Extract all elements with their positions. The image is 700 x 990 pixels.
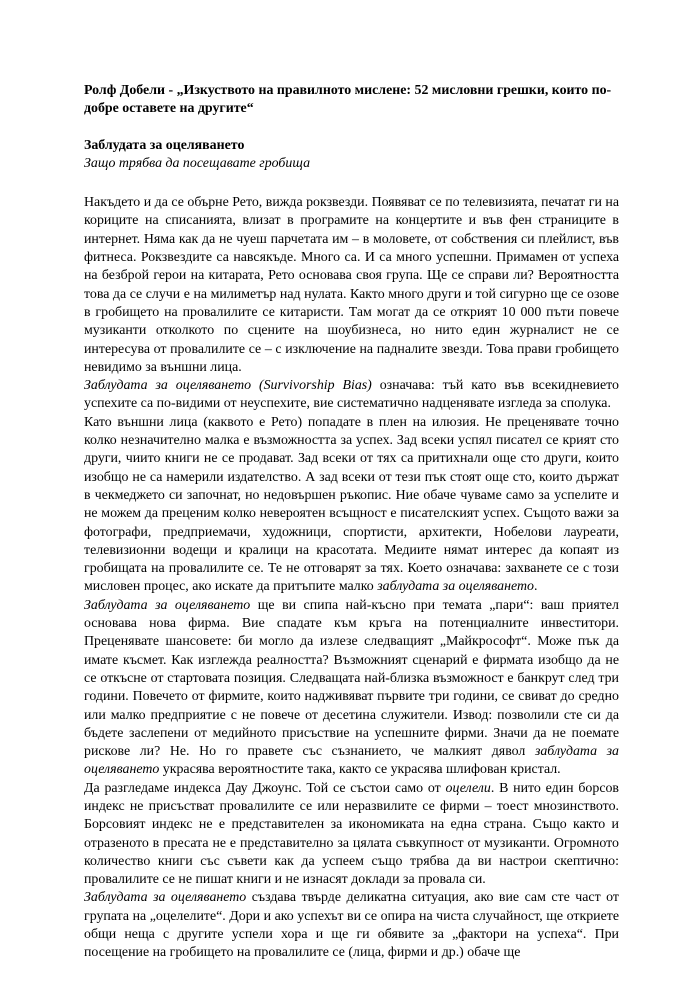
document-title: Ролф Добели - „Изкуството на правилното мислене: 52 мисловни грешки, които по-добре оставете на другите“ (84, 83, 612, 117)
text-run: Да разгледаме индекса Дау Джоунс. Той се състои само от (84, 780, 446, 796)
section-subtitle: Защо трябва да посещавате гробища (84, 155, 311, 171)
paragraph (84, 780, 619, 890)
italic-term: оцелели (445, 780, 491, 796)
text-run: означава: тъй като във всекидневието успехите са по-видими от неуспехите, вие систематично надценявате изгледа за сполука. (84, 378, 619, 412)
text-run: . В нито един борсов индекс не присъстват провалилите се или неразвилите се фирми – тоест мнозинството. Борсовият индекс не е представителен за икономиката на една страна. Също както и отразеното в пресата не е представително за цялата съвкупност от музиканти. Огромното количество книги със съвети как да успеем също трябва да ви настрои скептично: провалилите се не пишат книги и не изнасят доклади за провала си. (84, 780, 619, 888)
italic-term: заблудата за оцеляването (377, 579, 534, 595)
text-run: украсява вероятностите така, както се украсява шлифован кристал. (159, 762, 561, 778)
paragraph (84, 194, 619, 377)
section-title: Заблудата за оцеляването (84, 137, 245, 153)
paragraph (84, 414, 619, 597)
italic-term: Заблудата за оцеляването (84, 597, 251, 613)
italic-term: Заблудата за оцеляването (Survivorship Bias) (84, 378, 372, 394)
text-run: . (533, 579, 538, 595)
text-run: създава твърде деликатна ситуация, ако вие сам сте част от групата на „оцелелите“. Дори и ако успехът ви се опира на чиста случайност, ще откриете общи неща с другите успели хора и ще ги обявите за „фактори на успеха“. При посещение на гробището на провалилите се (лица, фирми и др.) обаче ще (84, 890, 619, 961)
italic-term: заблудата за оцеляването (84, 744, 619, 778)
text-run: Като външни лица (каквото е Рето) попадате в плен на илюзия. Не преценявате точно колко незначително малка е възможността за успех. Зад всеки успял писател се крият сто други, чиито книги не се продават. Зад всеки от тях са притихнали още сто други, които изобщо не са намерили издателство. А зад всеки от тези пък стоят още сто, които държат в чекмеджето си започнат, но недовършен ръкопис. Ние обаче чуваме само за успелите и не можем да преценим колко невероятен всъщност е писателският успех. Същото важи за фотографи, предприемачи, художници, спортисти, архитекти, Нобелови лауреати, телевизионни водещи и кралици на красотата. Медиите нямат интерес да копаят из гробищата на провалилите се. Те не отговарят за тях. Което означава: захванете се с този мисловен процес, ако искате да притъпите малко (84, 414, 619, 595)
paragraph (84, 377, 619, 414)
body-text (84, 194, 619, 962)
paragraph (84, 889, 619, 962)
paragraph (84, 597, 619, 780)
italic-term: Заблудата за оцеляването (84, 890, 247, 906)
text-run: Накъдето и да се обърне Рето, вижда рокзвезди. Появяват се по телевизията, печатат ги на кориците на списанията, влизат в програмите на концертите и във фен страниците в интернет. Няма как да не чуеш парчетата им – в моловете, от собствения си плейлист, във фитнеса. Рокзвездите са навсякъде. Много са. И са много успешни. Примамен от успеха на безброй герои на китарата, Рето основава своя група. Ще се справи ли? Вероятността това да се случи е на милиметър над нулата. Както много други и той сигурно ще се озове в гробището на провалилите се китаристи. Там могат да се открият 10 000 пъти повече музиканти отколкото по сцените на шоубизнеса, но нито един журналист не се интересува от провалилите се – с изключение на падналите звезди. Това прави гробището невидимо за външни лица. (84, 195, 619, 375)
document-page (84, 82, 619, 963)
text-run: ще ви спипа най-късно при темата „пари“: ваш приятел основава нова фирма. Вие спадате към кръга на потенциалните инвеститори. Преценявате шансовете: би могло да излезе следващият „Майкрософт“. Може пък да имате късмет. Как изглежда реалността? Възможният сценарий е фирмата изобщо да не се откъсне от стартовата позиция. Следващата най-близка възможност е банкрут след три години. Повечето от фирмите, които надживяват първите три години, се свиват до средно или малко предприятие с не повече от десетина служители. Извод: позволили сте си да бъдете заслепени от медийното присъствие на успешните фирми. Значи да не поемате рискове ли? Не. Но го правете със съзнанието, че малкият дявол (84, 597, 619, 760)
